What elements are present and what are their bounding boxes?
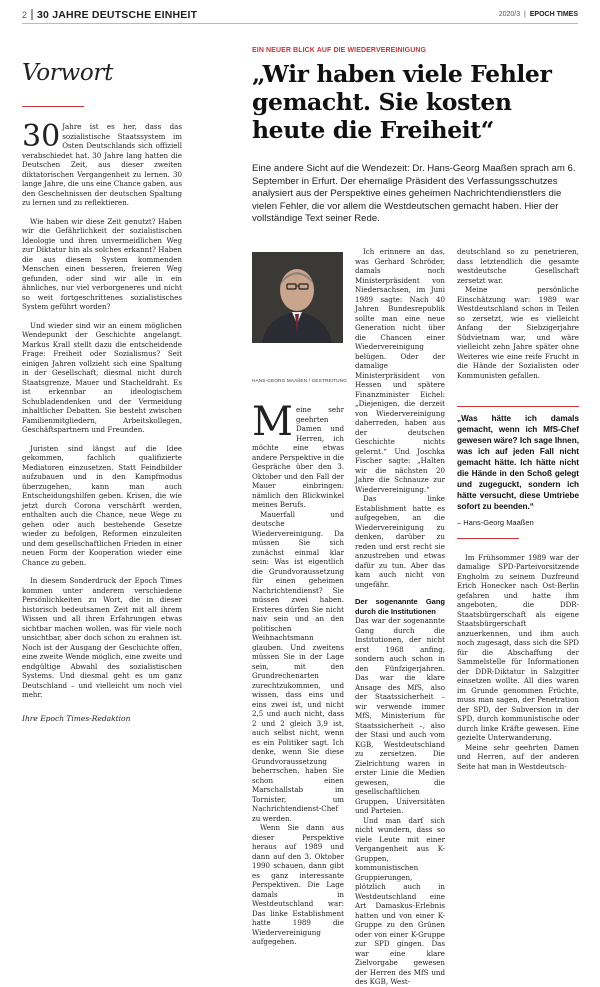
header-right: 2020/3 | EPOCH TIMES (498, 11, 578, 18)
article-paragraph: Das linke Establishment hatte es aufgegeben, an die Wiedervereinigung zu denken, darüber zu reden und erst recht sie anzustreben und etwas dafür zu tun. Aber das kam auch nicht von ungefähr. (355, 494, 445, 589)
red-divider (22, 106, 84, 107)
article-paragraph: Das war der sogenannte Gang durch die Institutionen, der nicht erst 1968 anfing, sondern auch schon in den Fünfzigerjahren. Das war die klare Ansage des MfS, also der Staatssicherheit – wir verwende immer MfS, Ministerium für Staatssicherheit –, also der Stasi und auch vom KGB, Westdeutschland zu zersetzen. Die Zielrichtung waren in erster Linie die Medien gewesen, die gesellschaftlichen Gruppen, Universitäten und Parteien. (355, 616, 445, 815)
dropcap-number: 30 (22, 119, 61, 154)
issue-date: 2020/3 (498, 11, 521, 18)
vorwort-paragraph: In diesem Sonderdruck der Epoch Times kommen unter anderem verschiedene Persönlichkeiten zu Wort, die in dieser historisch bedeutsamen Zeit mit all ihrem Wissen und all ihren Erfahrungen etwas sichtbar machen wollen, was für viele noch unsichtbar, aber doch schon zu erahnen ist. Noch ist der Ausgang der Geschichte offen, eine zweite Wende möglich, eine zweite und endgültige Abwahl des sozialistischen Systems. Und diesmal geht es um ganz Deutschland – und vielleicht um noch viel mehr. (22, 576, 182, 699)
article-paragraph: Im Frühsommer 1989 war der damalige SPD-Parteivorsitzende Engholm zu seinem Duzfreund Erich Honecker nach Ost-Berlin gefahren und hatte ihm angeboten, die DDR-Staatsbürgerschaft als eigene Staatsbürgerschaft anzuerkennen, und ihm auch noch zugesagt, dass sich die SPD für die Abschaffung der Sammelstelle für Informationen der DDR-Diktatur in Salzgitter einsetzen wollte. All dies waren im Grunde genommen Früchte, muss man sagen, der Penetration der SPD, der Subversion in der SPD, durch kommunistische oder durch linke Kräfte gewesen. Eine gezielte Unterwanderung. (457, 552, 579, 742)
article-column-b (355, 247, 445, 987)
signoff: Ihre Epoch Times-Redaktion (22, 713, 131, 723)
pull-quote-rule (457, 538, 519, 539)
header-divider (31, 9, 33, 20)
page-header (22, 6, 578, 24)
article-paragraph: deutschland so zu penetrieren, dass letztendlich die gesamte westdeutsche Gesellschaft zersetzt war. (457, 247, 579, 285)
article-column-c (457, 247, 579, 771)
pull-quote-author: – Hans-Georg Maaßen (457, 518, 534, 527)
portrait-photo (252, 252, 343, 343)
vorwort-paragraph: Und wieder sind wir an einem möglichen Wendepunkt der Geschichte angelangt. Markus Krall stellt dazu die entscheidende Frage: Freiheit oder Sozialismus? Seit einigen Jahren vollzieht sich eine Spaltung in der Gesellschaft, diesmal nicht durch Staatsgrenze, Mauer und Stacheldraht. Es ist erkennbar an ideologischem Schubladendenken und der Vermeidung inhaltlicher Debatten. Sie besteht zwischen Familienmitgliedern, Arbeitskollegen, Geschäftspartnern und Freunden. (22, 320, 182, 434)
vorwort-paragraph: Juristen sind längst auf die Idee gekommen, fachlich qualifizierte Mediatoren einzusetzen. Statt Feindbilder aufzubauen und in den Kampfmodus überzugehen, kann man auch Entscheidungshilfen geben. Krisen, die wie jetzt durch Corona verschärft werden, enthalten auch die Chance, neue Wege zu gehen oder auch bestehende Gesetze wieder zu befolgen, Reformen einzuleiten und dem gesellschaftlichen Frieden in einer neuen Form der Kooperation wieder eine Chance zu geben. (22, 443, 182, 567)
article-kicker: EIN NEUER BLICK AUF DIE WIEDERVEREINIGUNG (252, 47, 427, 54)
article-column-a (252, 399, 344, 947)
publication-name: EPOCH TIMES (529, 11, 578, 18)
section-title: 30 JAHRE DEUTSCHE EINHEIT (37, 8, 198, 21)
page-number: 2 (22, 9, 28, 20)
vorwort-paragraph: Wie haben wir diese Zeit genutzt? Haben wir die Gefährlichkeit der sozialistischen Ideologie und ihren unvermeidlichen Weg zur Diktatur hin als solches erkannt? Haben die aus diesem System kommenden Menschen einen besseren, freieren Weg gefunden, oder sind wir alle in ein ähnliches, nur viel verborgeneres und nicht so weit fortgeschrittenes sozialistisches System geführt worden? (22, 216, 182, 311)
vorwort-column (22, 60, 182, 723)
article-paragraph: Und man darf sich nicht wundern, dass so viele Leute mit einer Vergangenheit aus K-Gruppen, kommunistischen Gruppierungen, plötzlich auch in Westdeutschland eine Art Damaskus-Erlebnis hatten und von einer K-Gruppe zu den Grünen oder von einer K-Gruppe zur SPD gingen. Das war eine klare Zielvorgabe gewesen der Herren des MfS und des KGB, West- (355, 815, 445, 986)
photo-caption: HANS-GEORG MAAßEN / GESTREITUNG (252, 378, 348, 383)
article-lead: Eine andere Sicht auf die Wendezeit: Dr. Hans-Georg Maaßen sprach am 6. September in Erfurt. Der ehemalige Präsident des Verfassungsschutzes analysiert aus der Perspektive eines geheimen Nachrichtendienstlers die vielen Fehler, die vor allem die Westdeutschen gemacht haben. Hier der vollständige Text seiner Rede. (252, 163, 576, 225)
article-text: eine sehr geehrten Damen und Herren, ich möchte eine etwas andere Perspektive in die Gespräche über den 3. Oktober und den Fall der Mauer einbringen: nämlich den Blickwinkel meines Berufs. (252, 405, 344, 509)
article-intro-paragraph (252, 399, 344, 510)
portrait-illustration (252, 252, 343, 343)
article-dropcap: M (252, 399, 293, 445)
article-paragraph: Wenn Sie dann aus dieser Perspektive heraus auf 1989 und dann auf den 3. Oktober 1990 schauen, dann gibt es ganz interessante Perspektiven. Die Lage damals in Westdeutschland war: Das linke Establishment hatte 1989 die Wiedervereinigung aufgegeben. (252, 823, 344, 946)
article-headline: „Wir haben viele Fehler gemacht. Sie kosten heute die Freiheit“ (252, 60, 552, 144)
vorwort-paragraph (22, 119, 182, 208)
article-subhead: Der sogenannte Gang durch die Institutionen (355, 597, 445, 616)
vorwort-text: Jahre ist es her, dass das sozialistische Staatssystem im Osten Deutschlands sich offiziell verabschiedet hat. 30 Jahre lang hatten die Deutschen Zeit, aus dieser zweiten diktatorischen Vergangenheit zu lernen. 30 lange Jahre, die uns eine Chance gaben, aus den Geschehnissen der deutschen Spaltung zu lernen und zu reflektieren. (22, 122, 182, 207)
article-paragraph: Meine sehr geehrten Damen und Herren, auf der anderen Seite hat man in Westdeutsch- (457, 742, 579, 771)
article-paragraph: Ich erinnere an das, was Gerhard Schröder, damals noch Ministerpräsident von Niedersachsen, im Juni 1989 sagte: Nach 40 Jahren Bundesrepublik sollte man eine neue Generation nicht über die Chancen einer Wiedervereinigung belügen. Oder der damalige Ministerpräsident von Hessen und spätere Finanzminister Eichel: „Diejenigen, die derzeit von Wiedervereinigung daherreden, haben aus der deutschen Geschichte nichts gelernt.“ Und Joschka Fischer sagte: „Halten wir die nächsten 20 Jahre die Schnauze zur Wiedervereinigung.“ (355, 247, 445, 494)
article-paragraph: Meine persönliche Einschätzung war: 1989 war Westdeutschland schon in Teilen so zersetzt, wie es vielleicht Anfang der Siebzigerjahre Südvietnam war, und wäre vielleicht zehn Jahre später ohne Weiteres wie eine reife Frucht in die Hände der Sozialisten oder Kommunisten gefallen. (457, 285, 579, 380)
pull-quote (457, 406, 579, 539)
article-paragraph: Mauerfall und deutsche Wiedervereinigung. Da müssen Sie sich zunächst einmal klar sein: Was ist eigentlich die Grundvoraussetzung für einen geheimen Nachrichtendienst? Sie müssen zwei haben. Ersteres dürfen Sie nicht naiv sein und an den politischen Weihnachtsmann glauben. Und zweitens müssen Sie in der Lage sein, mit den Grundrechenarten zurechtzukommen, und wissen, dass eins und eins zwei ist, und nicht 2,5 und auch nicht, dass 2 und 2 gleich 3,9 ist, auch selbst nicht, wenn es ein Politiker sagt. Ich denke, wenn Sie diese Grundvoraussetzung beherrschen, haben Sie schon einen Marschallstab im Tornister, um Nachrichtendienst-Chef zu werden. (252, 509, 344, 823)
pull-quote-text: „Was hätte ich damals gemacht, wenn ich MfS-Chef gewesen wäre? Ich sage Ihnen, was ich auf jeden Fall nicht gemacht hätte. Ich hätte nicht die Hände in den Schoß gelegt und zugeguckt, sondern ich hätte versucht, diese Umtriebe sofort zu beenden.“ (457, 414, 579, 511)
vorwort-title: Vorwort (22, 60, 114, 86)
